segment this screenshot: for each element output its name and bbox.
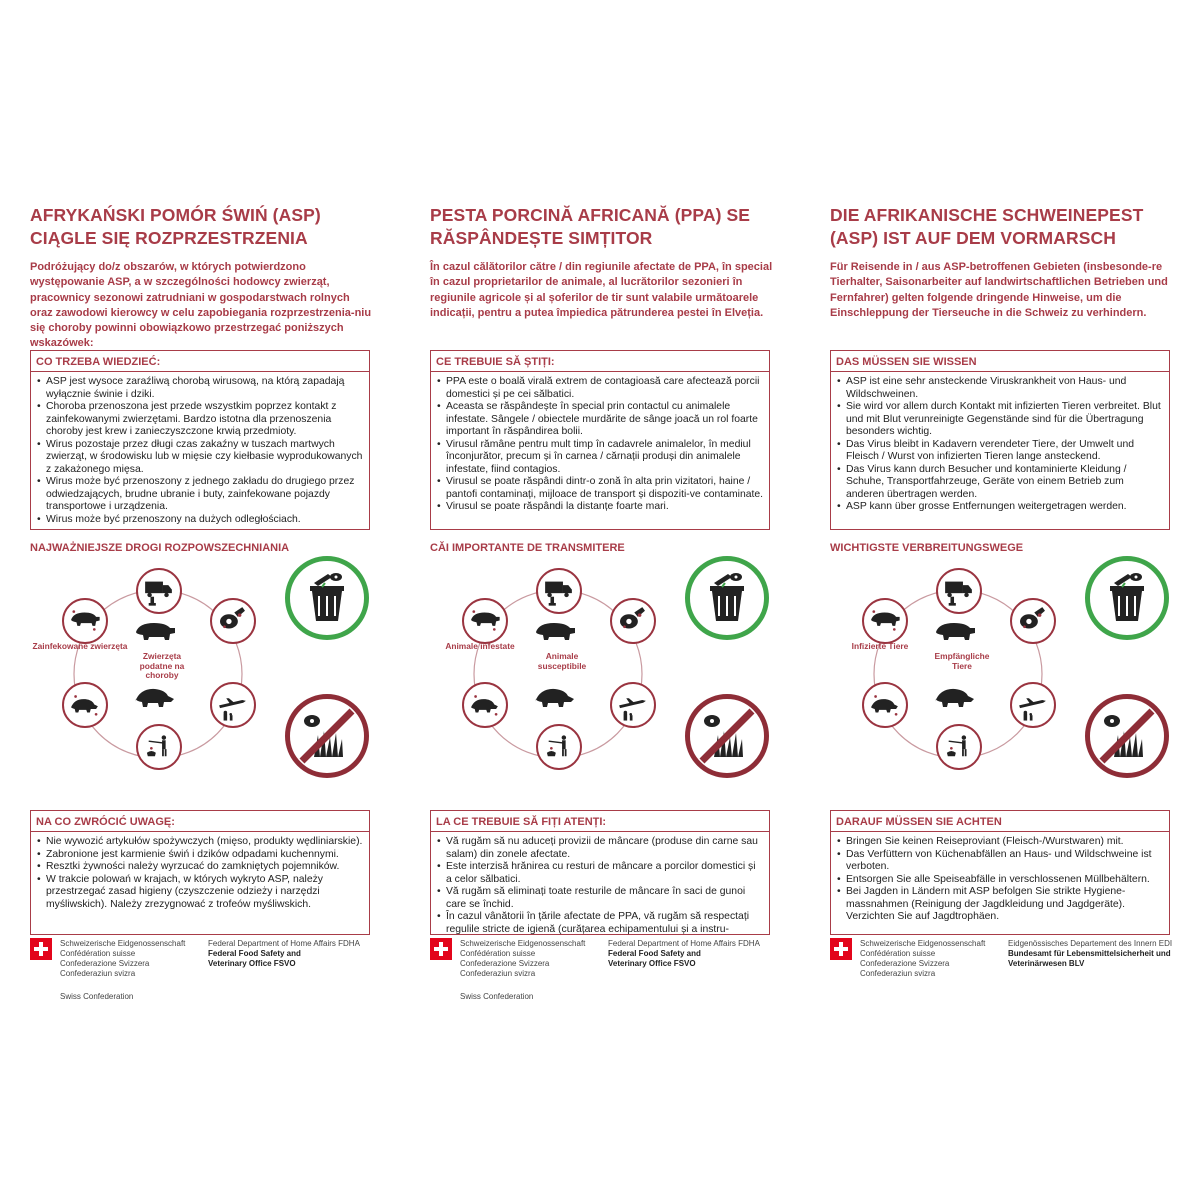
attention-heading: NA CO ZWRÓCIĆ UWAGĘ: — [36, 816, 175, 828]
airplane-icon — [1010, 682, 1056, 728]
label-infected-animals: Zainfekowane zwierzęta — [32, 641, 128, 651]
list-item: • Virusul se poate răspândi la distanțe foarte mari. — [436, 501, 764, 514]
susceptible-pig-icon — [132, 618, 182, 653]
confederation-name: Confederaziun svizra — [460, 969, 536, 978]
know-heading: DAS MÜSSEN SIE WISSEN — [836, 356, 977, 368]
office-name: Bundesamt für Lebensmittelsicherheit und — [1008, 949, 1171, 958]
routes-heading: CĂI IMPORTANTE DE TRANSMITERE — [430, 542, 625, 554]
poster-title: DIE AFRIKANISCHE SCHWEINEPEST (ASP) IST AUF DEM VORMARSCH — [830, 205, 1144, 248]
department-name: Eidgenössisches Departement des Innern EDI — [1008, 939, 1173, 948]
susceptible-boar-icon — [132, 684, 182, 719]
susceptible-pig-icon — [532, 618, 582, 653]
routes-heading: NAJWAŻNIEJSZE DROGI ROZPOWSZECHNIANIA — [30, 542, 290, 554]
truck-icon — [136, 568, 182, 614]
pig-icon — [62, 598, 108, 644]
know-box — [430, 350, 770, 530]
poster-title: AFRYKAŃSKI POMÓR ŚWIŃ (ASP) CIĄGLE SIĘ ROZPRZESTRZENIA — [30, 205, 321, 248]
office-name: Federal Food Safety and — [608, 949, 701, 958]
office-name: Federal Food Safety and — [208, 949, 301, 958]
trash-bin-icon — [685, 556, 769, 640]
footer-polish — [30, 938, 375, 1008]
transmission-diagram — [30, 556, 375, 810]
department — [1008, 939, 1172, 969]
confederation-name: Confederazione Svizzera — [460, 959, 550, 968]
footer-german — [830, 938, 1175, 1008]
know-list — [36, 376, 364, 526]
know-box — [830, 350, 1170, 530]
label-susceptible-animals: Zwierzęta podatne na choroby — [139, 651, 185, 680]
know-box — [30, 350, 370, 530]
intro-text: Podróżujący do/z obszarów, w których potwierdzono występowanie ASP, a w szczególności hodowcy zwierząt, pracownicy sezonowi zatrudniani w gospodarstwach rolnych oraz zawodowi kierowcy w celu zapobiegania rozprzestrzenia-niu się choroby powinni obowiązkowo przestrzegać poniższych wskazówek: — [30, 261, 372, 350]
footer-romanian — [430, 938, 775, 1008]
list-item: • Bringen Sie keinen Reiseproviant (Fleisch-/Wurstwaren) mit. — [836, 836, 1164, 849]
confederation-name: Schweizerische Eidgenossenschaft — [860, 939, 986, 948]
list-item: • ASP ist eine sehr ansteckende Viruskrankheit von Haus- und Wildschweinen. — [836, 376, 1164, 401]
list-item: • ASP kann über grosse Entfernungen weitergetragen werden. — [836, 501, 1164, 514]
box-divider — [831, 371, 1169, 372]
confederation-names — [860, 939, 985, 979]
column-polish — [30, 204, 375, 935]
know-heading: CO TRZEBA WIEDZIEĆ: — [36, 356, 161, 368]
column-german — [830, 204, 1175, 935]
list-item: • Wirus może być przenoszony na dużych odległościach. — [36, 514, 364, 527]
list-item: • Das Verfüttern von Küchenabfällen an Haus- und Wildschweine ist verboten. — [836, 849, 1164, 874]
swiss-flag-icon — [830, 938, 852, 960]
susceptible-boar-icon — [932, 684, 982, 719]
attention-box — [830, 810, 1170, 935]
routes-heading: WICHTIGSTE VERBREITUNGSWEGE — [830, 542, 1024, 554]
attention-list — [436, 836, 764, 935]
trash-bin-icon — [1085, 556, 1169, 640]
attention-list — [36, 836, 364, 911]
department — [608, 939, 760, 969]
box-divider — [431, 831, 769, 832]
list-item: • Virusul rămâne pentru mult timp în cadavrele animalelor, în mediul înconjurător, precum și în carnea / cărnații produși din animalele infestate, fiind contagios. — [436, 439, 764, 477]
attention-heading: LA CE TREBUIE SĂ FIȚI ATENȚI: — [436, 816, 607, 828]
transmission-diagram — [430, 556, 775, 810]
office-name: Veterinärwesen BLV — [1008, 959, 1085, 968]
confederation-name: Schweizerische Eidgenossenschaft — [60, 939, 186, 948]
list-item: • Aceasta se răspândește în special prin contactul cu animalele infestate. Sângele / obiectele murdărite de sânge joacă un rol foarte important în răspândirea bolii. — [436, 401, 764, 439]
hunter-icon — [536, 724, 582, 770]
list-item: • PPA este o boală virală extrem de contagioasă care afectează porcii domestici și pe cei sălbatici. — [436, 376, 764, 401]
swiss-confederation: Swiss Confederation — [60, 992, 134, 1001]
list-item: • Sie wird vor allem durch Kontakt mit infizierten Tieren verbreitet. Blut und mit Blut verunreinigte Gegenstände sind für die Übertragung besonders wichtig. — [836, 401, 1164, 439]
list-item: • Wirus pozostaje przez długi czas zakaźny w tuszach martwych zwierząt, w środowisku lub w mięsie czy kiełbasie wyprodukowanych z zakażonego mięsa. — [36, 439, 364, 477]
swiss-confederation: Swiss Confederation — [460, 992, 534, 1001]
airplane-icon — [210, 682, 256, 728]
know-list — [436, 376, 764, 514]
list-item: • Wirus może być przenoszony z jednego zakładu do drugiego przez odwiedzających, brudne ubranie i buty, zainfekowane pojazdy transportowe i urządzenia. — [36, 476, 364, 514]
know-list — [836, 376, 1164, 514]
confederation-names — [60, 939, 185, 979]
list-item: • Vă rugăm să nu aduceți provizii de mâncare (produse din carne sau salam) din zonele afectate. — [436, 836, 764, 861]
trash-bin-icon — [285, 556, 369, 640]
list-item: • Choroba przenoszona jest przede wszystkim poprzez kontakt z zainfekowanymi zwierzętami. Bardzo istotna dla przenoszenia choroby jest krew i zanieczyszczone krwią przedmioty. — [36, 401, 364, 439]
hunter-icon — [936, 724, 982, 770]
list-item: • Das Virus kann durch Besucher und kontaminierte Kleidung / Schuhe, Transportfahrzeuge, Geräte von einem Betrieb zum anderen übertragen werden. — [836, 464, 1164, 502]
confederation-name: Schweizerische Eidgenossenschaft — [460, 939, 586, 948]
label-infected-animals: Infizierte Tiere — [851, 641, 909, 651]
confederation-name: Confederazione Svizzera — [860, 959, 950, 968]
food-in-grass-icon — [685, 694, 769, 778]
list-item: • Virusul se poate răspândi dintr-o zonă în alta prin vizitatori, haine / pantofi contaminați, mijloace de transport și dispoziti-ve contaminate. — [436, 476, 764, 501]
hunter-icon — [136, 724, 182, 770]
office-name: Veterinary Office FSVO — [608, 959, 696, 968]
list-item: • Nie wywozić artykułów spożywczych (mięso, produkty wędliniarskie). — [36, 836, 364, 849]
know-heading: CE TREBUIE SĂ ȘTIȚI: — [436, 356, 555, 368]
pig-icon — [462, 598, 508, 644]
swiss-flag-icon — [30, 938, 52, 960]
confederation-name: Confédération suisse — [60, 949, 136, 958]
department-name: Federal Department of Home Affairs FDHA — [608, 939, 760, 948]
confederation-name: Confédération suisse — [860, 949, 936, 958]
ham-icon — [1010, 598, 1056, 644]
boar-icon — [462, 682, 508, 728]
attention-box — [430, 810, 770, 935]
box-divider — [831, 831, 1169, 832]
list-item: • Zabronione jest karmienie świń i dzików odpadami kuchennymi. — [36, 849, 364, 862]
food-in-grass-icon — [1085, 694, 1169, 778]
attention-heading: DARAUF MÜSSEN SIE ACHTEN — [836, 816, 1002, 828]
column-romanian — [430, 204, 775, 935]
list-item: • ASP jest wysoce zaraźliwą chorobą wirusową, na którą zapadają wyłącznie świnie i dziki. — [36, 376, 364, 401]
confederation-name: Confederaziun svizra — [860, 969, 936, 978]
department-name: Federal Department of Home Affairs FDHA — [208, 939, 360, 948]
transmission-diagram — [830, 556, 1175, 810]
box-divider — [31, 831, 369, 832]
list-item: • Resztki żywności należy wyrzucać do zamkniętych pojemników. — [36, 861, 364, 874]
list-item: • În cazul vânătorii în țările afectate de PPA, vă rugăm să respectați regulile stricte de igienă (curățarea echipamentului și a instru- — [436, 911, 764, 935]
list-item: • Entsorgen Sie alle Speiseabfälle in verschlossenen Müllbehältern. — [836, 874, 1164, 887]
truck-icon — [536, 568, 582, 614]
confederation-name: Confederaziun svizra — [60, 969, 136, 978]
intro-text: Für Reisende in / aus ASP-betroffenen Gebieten (insbesonde-re Tierhalter, Saisonarbeiter auf landwirtschaftlichen Betrieben und Fernfahrer) gelten folgende dringende Hinweise, um die Einschleppung der Tierseuche in die Schweiz zu verhindern. — [830, 261, 1168, 319]
boar-icon — [862, 682, 908, 728]
label-infected-animals: Animale infestate — [445, 641, 515, 651]
swiss-flag-icon — [430, 938, 452, 960]
pig-icon — [862, 598, 908, 644]
department — [208, 939, 360, 969]
office-name: Veterinary Office FSVO — [208, 959, 296, 968]
poster-title: PESTA PORCINĂ AFRICANĂ (PPA) SE RĂSPÂNDEȘTE SIMȚITOR — [430, 205, 751, 248]
ham-icon — [210, 598, 256, 644]
list-item: • W trakcie polowań w krajach, w których wykryto ASP, należy przestrzegać zasad higieny (czyszczenie odzieży i narzędzi myśliwskich). Należy zrezygnować z trofeów myśliwskich. — [36, 874, 364, 912]
confederation-name: Confédération suisse — [460, 949, 536, 958]
box-divider — [431, 371, 769, 372]
boar-icon — [62, 682, 108, 728]
confederation-names — [460, 939, 585, 979]
attention-list — [836, 836, 1164, 924]
box-divider — [31, 371, 369, 372]
attention-box — [30, 810, 370, 935]
susceptible-pig-icon — [932, 618, 982, 653]
airplane-icon — [610, 682, 656, 728]
list-item: • Vă rugăm să eliminați toate resturile de mâncare în saci de gunoi care se închid. — [436, 886, 764, 911]
list-item: • Este interzisă hrănirea cu resturi de mâncare a porcilor domestici și a celor sălbatici. — [436, 861, 764, 886]
intro-text: În cazul călătorilor către / din regiunile afectate de PPA, în special în cazul proprietarilor de animale, al lucrătorilor sezonieri în regiunile agricole și al șoferilor de tir sunt valabile următoarele indicații, pentru a putea împiedica pătrunderea pestei în Elveția. — [430, 261, 773, 319]
susceptible-boar-icon — [532, 684, 582, 719]
label-susceptible-animals: Animale susceptibile — [537, 651, 587, 671]
confederation-name: Confederazione Svizzera — [60, 959, 150, 968]
ham-icon — [610, 598, 656, 644]
label-susceptible-animals: Empfängliche Tiere — [934, 651, 990, 671]
list-item: • Das Virus bleibt in Kadavern verendeter Tiere, der Umwelt und Fleisch / Wurst von infizierten Tieren lange ansteckend. — [836, 439, 1164, 464]
list-item: • Bei Jagden in Ländern mit ASP befolgen Sie strikte Hygiene-massnahmen (Reinigung der Jagdkleidung und Jagdgeräte). Verzichten Sie auf Jagdtrophäen. — [836, 886, 1164, 924]
truck-icon — [936, 568, 982, 614]
food-in-grass-icon — [285, 694, 369, 778]
